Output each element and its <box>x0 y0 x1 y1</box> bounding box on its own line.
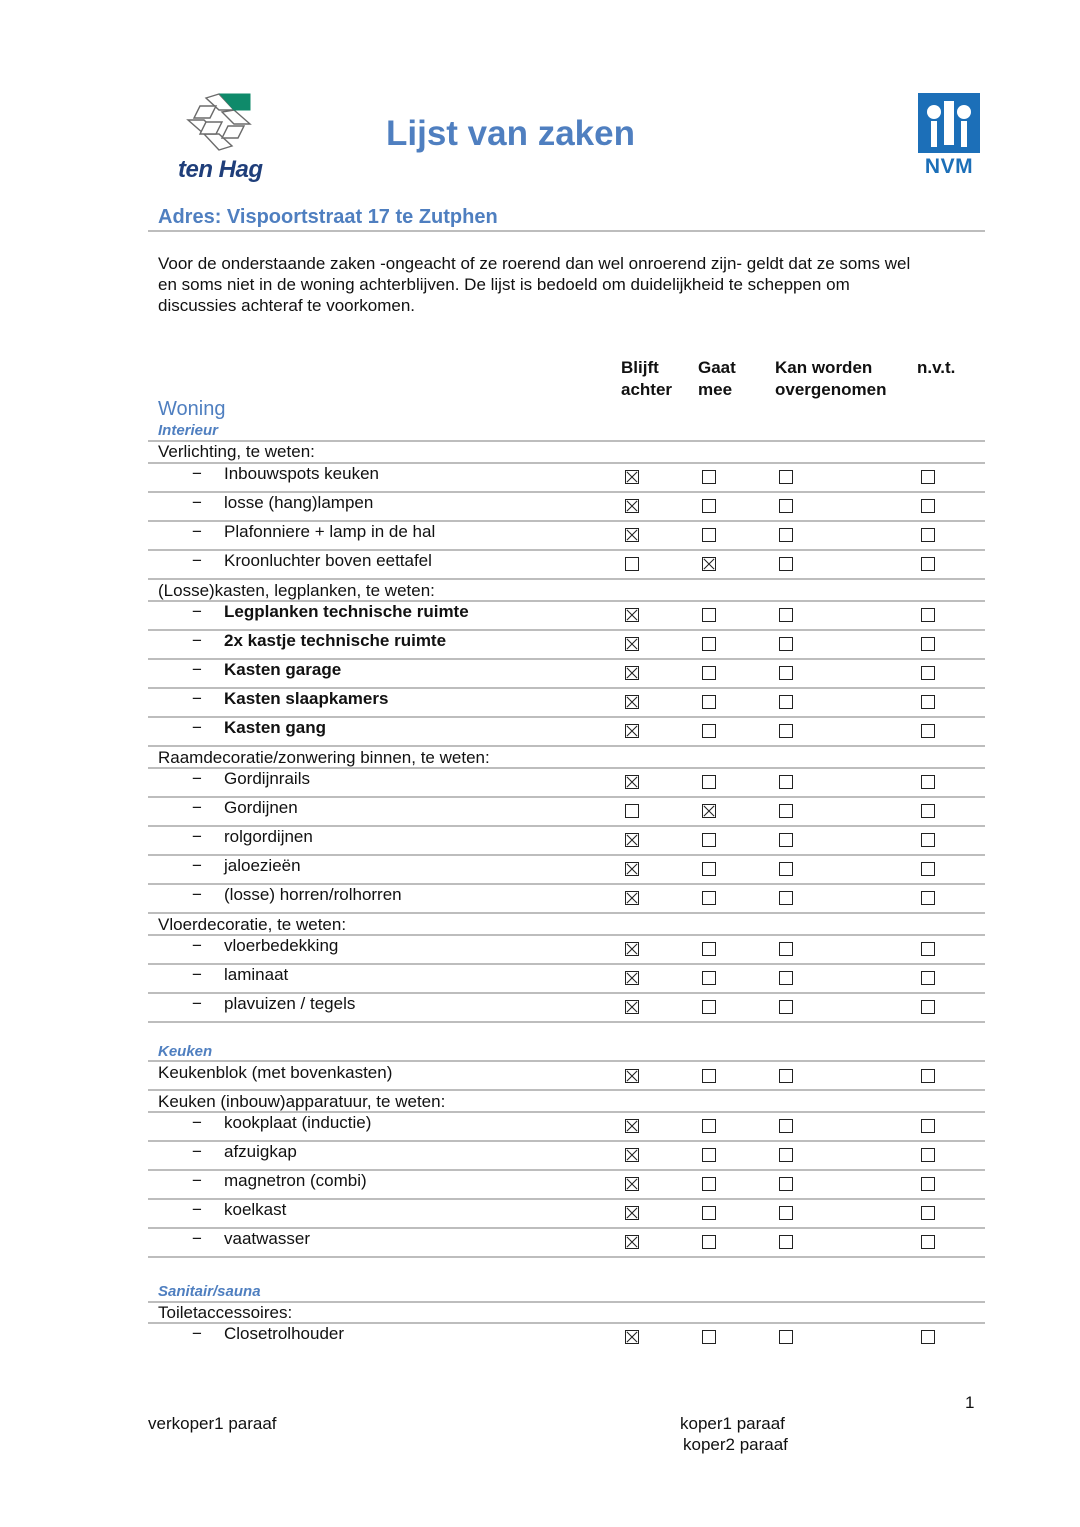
row-divider <box>148 1089 985 1091</box>
item-label: Kasten garage <box>224 660 342 679</box>
item-label: Closetrolhouder <box>224 1324 345 1343</box>
checkbox-blijft-achter[interactable] <box>625 470 639 484</box>
checkbox-overgenomen[interactable] <box>779 637 793 651</box>
checkbox-overgenomen[interactable] <box>779 724 793 738</box>
seller-initials-label: verkoper1 paraaf <box>148 1414 277 1433</box>
row-divider <box>148 1301 985 1303</box>
subsection-interieur: Interieur <box>158 422 219 439</box>
item-label: vaatwasser <box>224 1229 310 1248</box>
checkbox-gaat-mee[interactable] <box>702 804 716 818</box>
column-header-overgenomen: Kan worden overgenomen <box>775 358 887 399</box>
column-header-blijft-achter: Blijft achter <box>621 358 673 399</box>
checkmark-x-icon <box>626 1236 638 1248</box>
item-label: Gordijnen <box>224 798 298 817</box>
checkbox-nvt[interactable] <box>921 557 935 571</box>
checkbox-overgenomen[interactable] <box>779 775 793 789</box>
checkbox-blijft-achter[interactable] <box>625 1235 639 1249</box>
item-label: losse (hang)lampen <box>224 493 374 512</box>
checkbox-blijft-achter[interactable] <box>625 942 639 956</box>
row-divider <box>148 1021 985 1023</box>
category-label: Verlichting, te weten: <box>158 442 315 461</box>
checkbox-blijft-achter[interactable] <box>625 804 639 818</box>
item-label: Kasten gang <box>224 718 327 737</box>
list-bullet: − <box>192 1113 202 1132</box>
checkbox-blijft-achter[interactable] <box>625 695 639 709</box>
checkbox-gaat-mee[interactable] <box>702 1000 716 1014</box>
list-bullet: − <box>192 1200 202 1219</box>
checkbox-overgenomen[interactable] <box>779 1148 793 1162</box>
row-divider <box>148 440 985 442</box>
subsection-keuken: Keuken <box>158 1043 213 1060</box>
list-bullet: − <box>192 718 202 737</box>
checkbox-nvt[interactable] <box>921 1235 935 1249</box>
checkmark-x-icon <box>626 943 638 955</box>
checkbox-blijft-achter[interactable] <box>625 608 639 622</box>
item-label: Keukenblok (met bovenkasten) <box>158 1063 393 1082</box>
checkbox-overgenomen[interactable] <box>779 862 793 876</box>
checkmark-x-icon <box>626 972 638 984</box>
checkmark-x-icon <box>626 725 638 737</box>
checkbox-gaat-mee[interactable] <box>702 608 716 622</box>
checkbox-overgenomen[interactable] <box>779 608 793 622</box>
checkbox-gaat-mee[interactable] <box>702 557 716 571</box>
list-bullet: − <box>192 1171 202 1190</box>
checkbox-blijft-achter[interactable] <box>625 1069 639 1083</box>
row-divider <box>148 912 985 914</box>
checkbox-overgenomen[interactable] <box>779 666 793 680</box>
checkbox-blijft-achter[interactable] <box>625 775 639 789</box>
checkbox-gaat-mee[interactable] <box>702 1148 716 1162</box>
checkbox-blijft-achter[interactable] <box>625 891 639 905</box>
row-divider <box>148 1256 985 1258</box>
checkbox-overgenomen[interactable] <box>779 695 793 709</box>
item-label: Gordijnrails <box>224 769 310 788</box>
nvm-wordmark: NVM <box>924 155 974 178</box>
checkbox-nvt[interactable] <box>921 1177 935 1191</box>
list-bullet: − <box>192 660 202 679</box>
checkbox-overgenomen[interactable] <box>779 971 793 985</box>
checkbox-gaat-mee[interactable] <box>702 695 716 709</box>
checkbox-nvt[interactable] <box>921 637 935 651</box>
list-bullet: − <box>192 769 202 788</box>
checkbox-nvt[interactable] <box>921 470 935 484</box>
checkmark-x-icon <box>626 1178 638 1190</box>
list-bullet: − <box>192 936 202 955</box>
column-header-nvt: n.v.t. <box>917 358 956 377</box>
checkbox-gaat-mee[interactable] <box>702 891 716 905</box>
checkmark-x-icon <box>626 863 638 875</box>
checkbox-nvt[interactable] <box>921 1330 935 1344</box>
checkbox-overgenomen[interactable] <box>779 1119 793 1133</box>
checkbox-nvt[interactable] <box>921 775 935 789</box>
checkbox-blijft-achter[interactable] <box>625 557 639 571</box>
checkmark-x-icon <box>626 696 638 708</box>
nvm-logo <box>918 93 980 177</box>
item-label: Legplanken technische ruimte <box>224 602 469 621</box>
checkbox-nvt[interactable] <box>921 1148 935 1162</box>
checkbox-nvt[interactable] <box>921 971 935 985</box>
pinwheel-logo-icon <box>176 88 262 156</box>
checkbox-overgenomen[interactable] <box>779 1000 793 1014</box>
checkbox-blijft-achter[interactable] <box>625 1330 639 1344</box>
checkmark-x-icon <box>626 1331 638 1343</box>
intro-line: discussies achteraf te voorkomen. <box>158 296 416 315</box>
checkbox-blijft-achter[interactable] <box>625 833 639 847</box>
checkbox-nvt[interactable] <box>921 1069 935 1083</box>
checkbox-gaat-mee[interactable] <box>702 1177 716 1191</box>
checkbox-gaat-mee[interactable] <box>702 724 716 738</box>
checkbox-overgenomen[interactable] <box>779 499 793 513</box>
item-label: magnetron (combi) <box>224 1171 367 1190</box>
list-bullet: − <box>192 689 202 708</box>
checkbox-nvt[interactable] <box>921 1119 935 1133</box>
list-bullet: − <box>192 1324 202 1343</box>
checkmark-x-icon <box>626 638 638 650</box>
checkbox-blijft-achter[interactable] <box>625 1206 639 1220</box>
ten-hag-logo <box>176 88 286 184</box>
checkbox-overgenomen[interactable] <box>779 942 793 956</box>
checkbox-gaat-mee[interactable] <box>702 1206 716 1220</box>
checkbox-overgenomen[interactable] <box>779 528 793 542</box>
checkbox-nvt[interactable] <box>921 724 935 738</box>
item-label: 2x kastje technische ruimte <box>224 631 447 650</box>
row-divider <box>148 578 985 580</box>
checkbox-nvt[interactable] <box>921 862 935 876</box>
checkbox-gaat-mee[interactable] <box>702 833 716 847</box>
list-bullet: − <box>192 965 202 984</box>
row-divider <box>148 745 985 747</box>
checkbox-overgenomen[interactable] <box>779 804 793 818</box>
list-bullet: − <box>192 522 202 541</box>
checkbox-blijft-achter[interactable] <box>625 724 639 738</box>
checkmark-x-icon <box>626 892 638 904</box>
item-label: (losse) horren/rolhorren <box>224 885 402 904</box>
checkbox-gaat-mee[interactable] <box>702 1330 716 1344</box>
checkbox-nvt[interactable] <box>921 804 935 818</box>
checkbox-blijft-achter[interactable] <box>625 1177 639 1191</box>
buyer2-initials-label: koper2 paraaf <box>683 1435 788 1454</box>
list-bullet: − <box>192 551 202 570</box>
item-label: afzuigkap <box>224 1142 297 1161</box>
checkmark-x-icon <box>626 471 638 483</box>
subsection-sanitair: Sanitair/sauna <box>158 1283 261 1300</box>
checkmark-x-icon <box>626 609 638 621</box>
checkbox-nvt[interactable] <box>921 1000 935 1014</box>
item-label: kookplaat (inductie) <box>224 1113 372 1132</box>
category-label: Raamdecoratie/zonwering binnen, te weten: <box>158 748 490 767</box>
checkbox-nvt[interactable] <box>921 528 935 542</box>
item-label: vloerbedekking <box>224 936 339 955</box>
list-bullet: − <box>192 464 202 483</box>
checkbox-overgenomen[interactable] <box>779 470 793 484</box>
checkbox-overgenomen[interactable] <box>779 1235 793 1249</box>
checkbox-blijft-achter[interactable] <box>625 971 639 985</box>
item-label: Kroonluchter boven eettafel <box>224 551 432 570</box>
item-label: laminaat <box>224 965 289 984</box>
list-bullet: − <box>192 798 202 817</box>
checkbox-blijft-achter[interactable] <box>625 499 639 513</box>
buyer1-initials-label: koper1 paraaf <box>680 1414 785 1433</box>
checkmark-x-icon <box>626 776 638 788</box>
ten-hag-wordmark: ten Hag <box>178 156 263 183</box>
checkbox-overgenomen[interactable] <box>779 1069 793 1083</box>
item-label: Kasten slaapkamers <box>224 689 389 708</box>
checkmark-x-icon <box>703 558 715 570</box>
category-label: (Losse)kasten, legplanken, te weten: <box>158 581 435 600</box>
checkbox-nvt[interactable] <box>921 608 935 622</box>
item-label: rolgordijnen <box>224 827 313 846</box>
checkbox-overgenomen[interactable] <box>779 1330 793 1344</box>
checkbox-nvt[interactable] <box>921 942 935 956</box>
checkbox-nvt[interactable] <box>921 833 935 847</box>
checkbox-overgenomen[interactable] <box>779 1177 793 1191</box>
intro-line: en soms niet in de woning achterblijven. De lijst is bedoeld om duidelijkheid te scheppen om <box>158 275 850 294</box>
checkbox-blijft-achter[interactable] <box>625 862 639 876</box>
checkbox-gaat-mee[interactable] <box>702 862 716 876</box>
checkmark-x-icon <box>626 667 638 679</box>
checkmark-x-icon <box>626 529 638 541</box>
checkbox-blijft-achter[interactable] <box>625 637 639 651</box>
checkbox-nvt[interactable] <box>921 1206 935 1220</box>
nvm-figures-icon <box>918 93 980 153</box>
checkmark-x-icon <box>626 834 638 846</box>
page-number: 1 <box>965 1393 975 1412</box>
list-bullet: − <box>192 602 202 621</box>
checkbox-nvt[interactable] <box>921 695 935 709</box>
checkbox-overgenomen[interactable] <box>779 891 793 905</box>
checkbox-blijft-achter[interactable] <box>625 1000 639 1014</box>
checkbox-gaat-mee[interactable] <box>702 775 716 789</box>
checkbox-nvt[interactable] <box>921 891 935 905</box>
checkbox-gaat-mee[interactable] <box>702 666 716 680</box>
checkbox-gaat-mee[interactable] <box>702 1119 716 1133</box>
column-header-gaat-mee: Gaat mee <box>698 358 736 399</box>
checkbox-blijft-achter[interactable] <box>625 1148 639 1162</box>
checkbox-blijft-achter[interactable] <box>625 1119 639 1133</box>
checkmark-x-icon <box>626 1149 638 1161</box>
checkbox-gaat-mee[interactable] <box>702 942 716 956</box>
checkbox-gaat-mee[interactable] <box>702 971 716 985</box>
list-bullet: − <box>192 885 202 904</box>
category-label: Keuken (inbouw)apparatuur, te weten: <box>158 1092 446 1111</box>
checkbox-blijft-achter[interactable] <box>625 528 639 542</box>
checkbox-gaat-mee[interactable] <box>702 1069 716 1083</box>
checkmark-x-icon <box>626 500 638 512</box>
checkbox-nvt[interactable] <box>921 499 935 513</box>
checkmark-x-icon <box>703 805 715 817</box>
intro-line: Voor de onderstaande zaken -ongeacht of ze roerend dan wel onroerend zijn- geldt dat ze soms wel <box>158 254 911 273</box>
checkbox-gaat-mee[interactable] <box>702 499 716 513</box>
item-label: Plafonniere + lamp in de hal <box>224 522 436 541</box>
item-label: koelkast <box>224 1200 287 1219</box>
checkbox-blijft-achter[interactable] <box>625 666 639 680</box>
checkbox-gaat-mee[interactable] <box>702 528 716 542</box>
checkbox-overgenomen[interactable] <box>779 833 793 847</box>
checkbox-overgenomen[interactable] <box>779 1206 793 1220</box>
checkbox-nvt[interactable] <box>921 666 935 680</box>
checkmark-x-icon <box>626 1120 638 1132</box>
list-bullet: − <box>192 1142 202 1161</box>
list-bullet: − <box>192 827 202 846</box>
intro-paragraph <box>158 253 978 316</box>
checkbox-gaat-mee[interactable] <box>702 470 716 484</box>
checkmark-x-icon <box>626 1207 638 1219</box>
checkmark-x-icon <box>626 1001 638 1013</box>
item-label: Inbouwspots keuken <box>224 464 379 483</box>
checkbox-gaat-mee[interactable] <box>702 1235 716 1249</box>
address-heading: Adres: Vispoortstraat 17 te Zutphen <box>158 206 498 228</box>
list-bullet: − <box>192 631 202 650</box>
item-label: jaloezieën <box>224 856 301 875</box>
category-label: Vloerdecoratie, te weten: <box>158 915 347 934</box>
list-bullet: − <box>192 493 202 512</box>
checkbox-overgenomen[interactable] <box>779 557 793 571</box>
section-title: Woning <box>158 398 226 420</box>
list-bullet: − <box>192 856 202 875</box>
row-divider <box>148 1060 985 1062</box>
header-divider <box>148 230 985 232</box>
checkmark-x-icon <box>626 1070 638 1082</box>
item-label: plavuizen / tegels <box>224 994 356 1013</box>
page-title: Lijst van zaken <box>386 114 635 153</box>
list-bullet: − <box>192 994 202 1013</box>
list-bullet: − <box>192 1229 202 1248</box>
category-label: Toiletaccessoires: <box>158 1303 293 1322</box>
checkbox-gaat-mee[interactable] <box>702 637 716 651</box>
